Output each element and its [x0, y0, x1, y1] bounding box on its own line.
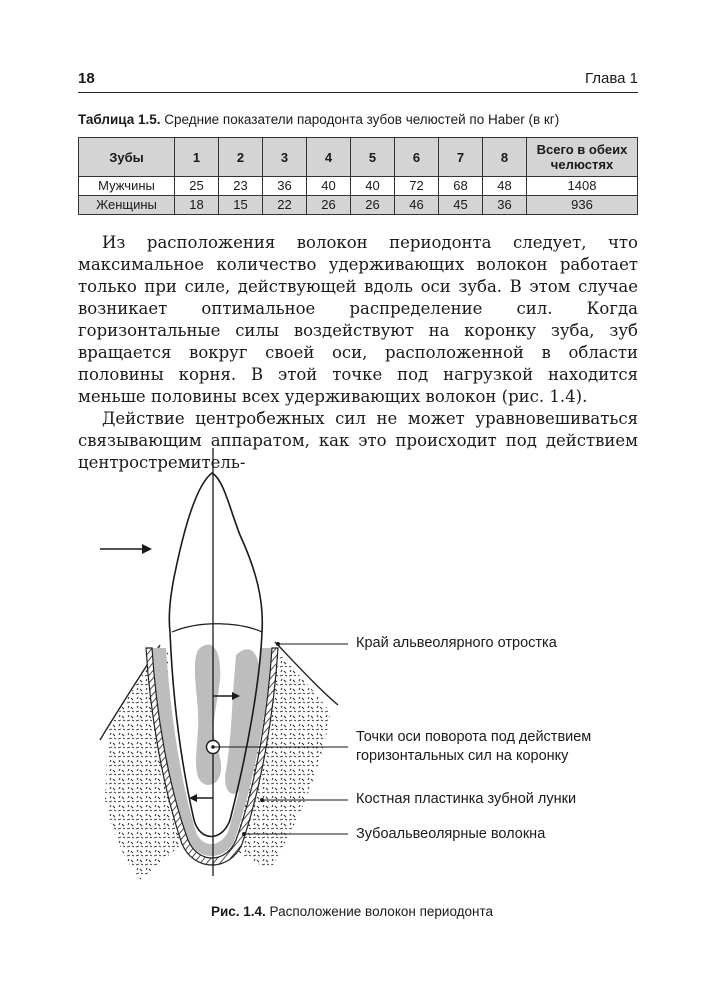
fiber-zone-left: [195, 645, 221, 785]
table-cell: Мужчины: [79, 177, 175, 196]
table-cell: 40: [351, 177, 395, 196]
table-cell: 25: [175, 177, 219, 196]
col-header: 1: [175, 138, 219, 177]
cemento-enamel-junction: [172, 624, 262, 632]
table-row: [79, 196, 638, 215]
table-cell: 936: [527, 196, 638, 215]
col-header: 4: [307, 138, 351, 177]
table-cell: 46: [395, 196, 439, 215]
label-alveolar-edge: Край альвеолярного отростка: [356, 635, 557, 651]
table-caption: [78, 112, 559, 127]
col-header-total: Всего в обеих челюстях: [527, 138, 638, 177]
table-cell: 68: [439, 177, 483, 196]
table-cell: 72: [395, 177, 439, 196]
tooth-diagram: [0, 440, 704, 900]
table-cell: 36: [263, 177, 307, 196]
table-cell: 15: [219, 196, 263, 215]
figure-periodontal-fibers: [0, 440, 704, 900]
table-cell: 22: [263, 196, 307, 215]
force-arrowhead: [142, 544, 152, 554]
figure-caption-label: Рис. 1.4.: [210, 904, 266, 919]
page-number: 18: [78, 70, 95, 87]
label-bone-plate: Костная пластинка зубной лунки: [356, 791, 577, 807]
paragraph: Из расположения волокон периодонта следует, что максимальное количество удерживающих волокон работает только при силе, действующей вдоль оси зуба. В этом случае возникает оптимальное распределение сил. Когда горизонтальные силы воздействуют на коронку зуба, зуб вращается вокруг своей оси, расположенной в области половины корня. В этой точке под нагрузкой находится меньше половины всех удерживающих волокон (рис. 1.4).: [78, 233, 638, 406]
table-cell: 26: [351, 196, 395, 215]
col-header: 7: [439, 138, 483, 177]
col-header: 2: [219, 138, 263, 177]
table-cell: 36: [483, 196, 527, 215]
figure-caption-text: Расположение волокон периодонта: [265, 904, 494, 919]
col-header: 5: [351, 138, 395, 177]
table-cell: 18: [175, 196, 219, 215]
col-header: 6: [395, 138, 439, 177]
table-cell: 1408: [527, 177, 638, 196]
body-text: [78, 232, 638, 474]
running-header: [78, 70, 638, 93]
label-rotation-axis-line1: Точки оси поворота под действием: [356, 729, 592, 745]
table-cell: 26: [307, 196, 351, 215]
col-header: 8: [483, 138, 527, 177]
label-fibers: Зубоальвеолярные волокна: [356, 826, 546, 842]
paragraph: Действие центробежных сил не может уравновешиваться связывающим аппаратом, как это происходит под действием центростремитель-: [78, 409, 638, 472]
table-header-row: [79, 138, 638, 177]
table-caption-text: Средние показатели пародонта зубов челюстей по Haber (в кг): [160, 112, 560, 127]
table-cell: 23: [219, 177, 263, 196]
table-row: [79, 177, 638, 196]
table-cell: 48: [483, 177, 527, 196]
chapter-title: Глава 1: [584, 70, 638, 87]
haber-table: [78, 137, 638, 215]
figure-caption: [0, 904, 704, 919]
col-header: Зубы: [79, 138, 175, 177]
table-cell: Женщины: [79, 196, 175, 215]
table-caption-label: Таблица 1.5.: [78, 112, 161, 127]
table-cell: 45: [439, 196, 483, 215]
col-header: 3: [263, 138, 307, 177]
label-rotation-axis-line2: горизонтальных сил на коронку: [356, 748, 569, 764]
table-cell: 40: [307, 177, 351, 196]
